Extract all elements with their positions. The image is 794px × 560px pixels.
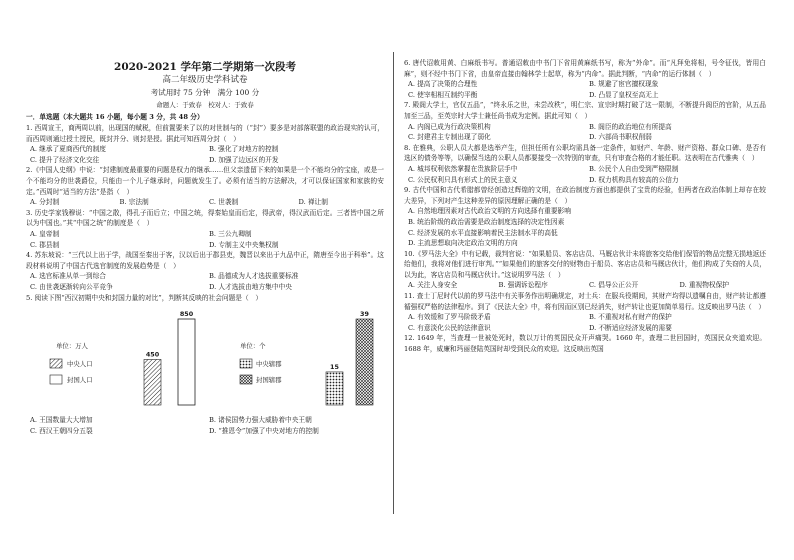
chart-left-legend-swatch-2 <box>50 375 62 384</box>
question-8-options <box>404 164 766 185</box>
option-b: B. 宗法制 <box>119 198 149 207</box>
question-5-charts <box>26 303 384 415</box>
question-4: 4. 苏东坡说：“三代以上出于学，战国至秦出于客，汉以后出于郡县吏，魏晋以来出于九品中正，隋唐至今出于科举”。这段材料说明了中国古代选官制度的发展趋势是（ ） <box>26 251 384 270</box>
question-2: 2.《中国人史纲》中说：“封建制度最重要的问题是权力的继承……但父亲遗留下来的如果是一个不能均分的宝座，或是一个不能均分的世袭爵位，只能由一个儿子继承时，问题就发生了。必须有适当的方法解决，才可以保证国家和家族的安定。”西周时“适当的方法”是指（ ） <box>26 166 384 196</box>
chart-left-legend-1: 中央人口 <box>67 360 93 369</box>
chart-right-bar-fief <box>356 319 373 405</box>
right-column <box>404 58 766 355</box>
question-7-options <box>404 122 766 143</box>
option-d: D. “推恩令”加强了中央对地方的控制 <box>209 426 319 435</box>
option-d: D. 不断适应经济发展的需要 <box>589 323 672 332</box>
chart-left-legend-2: 封国人口 <box>67 376 93 385</box>
chart-right-bar-central <box>326 372 343 405</box>
option-c: C. 郡县制 <box>30 240 60 249</box>
chart-left-data-label-2: 850 <box>179 310 194 319</box>
charts-svg <box>26 303 384 415</box>
chart-left-legend-swatch-1 <box>50 359 62 368</box>
option-b: B. 公民个人自由受到严格限制 <box>589 164 679 173</box>
question-9: 9. 古代中国和古代希腊都曾经创造过辉煌的文明，在政治制度方面也都提供了宝贵的经验，但两者在政治体制上却存在较大差异，下列对产生这种差异的原因理解正确的是（ ） <box>404 186 766 205</box>
chart-right-legend-swatch-2 <box>240 375 252 384</box>
option-a: A. 内阁已成为行政决策机构 <box>408 122 491 131</box>
option-a: A. 选官标准从单一到综合 <box>30 272 106 281</box>
option-a: A. 城邦权利依然掌握在贵族阶层手中 <box>408 164 518 173</box>
option-a: A. 关注人身安全 <box>408 281 458 290</box>
question-10-options <box>404 280 766 291</box>
question-2-options <box>26 197 384 208</box>
question-1: 1. 西周宣王，商两周以前，出现国的赋税，但前置要来了以的对世制与的（“封”）要多是对部落联盟的政治现实的认可，而西周则通过授土授民，既封并分、则封是授。据此可知西周分封（ ） <box>26 124 384 143</box>
option-a: A. 皇帝制 <box>30 229 60 238</box>
chart-right-legend-swatch-1 <box>240 359 252 368</box>
option-c: C. 由世袭逐渐转向公平竞争 <box>30 282 113 291</box>
question-3-options <box>26 229 384 250</box>
option-b: B. 不重视对私有财产的保护 <box>589 313 672 322</box>
option-b: B. 三公九卿制 <box>209 229 252 238</box>
option-c: C. 世袭制 <box>209 198 239 207</box>
chart-left-data-label-1: 450 <box>145 350 160 359</box>
option-c: C. 提升了经济文化交往 <box>30 155 100 164</box>
option-b: B. 诸侯国势力强大威胁着中央王朝 <box>209 416 312 425</box>
exam-subtitle: 高二年级历史学科试卷 <box>162 75 248 85</box>
chart-left-bar-fief <box>178 319 195 405</box>
chart-right-unit: 单位：个 <box>240 342 266 351</box>
option-c: C. 经济发展的水平直接影响着民主法制水平的高低 <box>408 228 558 237</box>
question-7: 7. 殿阁大学士，官仅五品”，“终永乐之世，未尝改秩”，明仁宗、宣宗时期打破了这一限制，不断提升阁臣的官阶，从五品加至三品，至英宗时大学士兼任尚书成为定例。据此可知（ ） <box>404 101 766 120</box>
option-c: C. 有意淡化公民的法律意识 <box>408 323 491 332</box>
option-d: D. 凸显了皇权至高无上 <box>589 90 659 99</box>
exam-authors: 命题人：于致春 校对人：于致春 <box>156 101 254 109</box>
question-11: 11. 查士丁尼时代以前的罗马法中有关事务作出明确规定，对士兵：在服兵役期间，其财产均得以遗嘱自由，财产转让都遵循强权严格的法律程序。到了《民法大全》中，将有因而区别已经消失，财产转让也更加简单易行。这反映出罗马法（ ） <box>404 292 766 311</box>
question-3: 3. 历史学家钱穆说：“中国之散，得孔子而后立；中国之统，得秦始皇而后定，得武帝，得汉武而后定。三者皆中国之所以为中国也。”其“中国之统”的制度是（ ） <box>26 208 384 228</box>
option-b: B. 阁臣的政治地位有所提高 <box>589 122 672 131</box>
option-b: B. 强化了对地方的控制 <box>209 145 279 154</box>
option-a: A. 提高了决策的合理性 <box>408 80 478 89</box>
option-a: A. 有效缓和了罗马阶级矛盾 <box>408 313 491 322</box>
chart-right-data-label-2: 39 <box>360 310 369 319</box>
option-d: D. 禅让制 <box>298 198 328 207</box>
option-b: B. 品德成为人才选拔重要标准 <box>209 272 299 281</box>
option-d: D. 人才选拔由地方集中中央 <box>209 282 292 291</box>
chart-right-legend-2: 封国辖郡 <box>256 376 282 385</box>
question-12: 12. 1649 年，当查理一世被处死时，数以万计的英国民众开声痛哭。1660 年，查理二世回国时，英国民众夹道欢迎。1688 年，威廉和玛丽登陆英国时却受到民众的欢迎。这反映出英国 <box>404 334 766 354</box>
option-a: A. 继承了夏商西代的制度 <box>30 145 106 154</box>
option-b: B. 规避了宦官擅权现象 <box>589 80 659 89</box>
exam-title: 2020-2021 学年第二学期第一次段考 <box>114 61 296 73</box>
option-c: C. 使宰相相互制约平衡 <box>408 90 478 99</box>
exam-page <box>0 22 794 542</box>
question-5: 5. 阅读下图“西汉初期中央和封国力量的对比”，判断其反映的社会问题是（ ） <box>26 293 263 302</box>
option-a: A. 自然地理因素对古代政治文明的方向选择有重要影响 <box>408 207 571 216</box>
question-6: 6. 唐代诏敕用黄、白麻纸书写。普通诏敕由中书门下省用黄麻纸书写，称为“外命”。而“凡拜免将相，号令征伐，皆用白麻”，则不经中书门下省，由皇帝直接由翰林学士起草，称为“内命”。据此判断，“内命”的运行体制（ ） <box>404 59 766 78</box>
option-c: C. 公民权利只具有形式上的民主意义 <box>408 175 518 184</box>
option-a: A. 分封制 <box>30 198 60 207</box>
option-a: A. 王国数量大大增加 <box>30 416 93 425</box>
option-c: C. 西汉王朝四分五裂 <box>30 426 93 435</box>
question-10: 10.《罗马法大全》中有记载，裁判官说：“如果船员、客店店员、马厩店伙计未将旅客交给他们保管的物品完整无损地返还给他们，我将对他们进行审判。”“如果他们的旅客交付的财物由于船员、客店店员和马厩店伙计，他们构成了失窃的人员，以为此，客店店员和马厩店伙计。”这说明罗马法（ ） <box>404 249 766 279</box>
chart-left-bar-central <box>144 360 161 406</box>
option-d: D. 权力机构具有较高的公信力 <box>589 175 679 184</box>
left-column <box>26 22 384 436</box>
option-c: C. 封建君主专制出现了弱化 <box>408 133 491 142</box>
question-11-options <box>404 312 766 333</box>
option-d: D. 加强了边远区的开发 <box>209 155 279 164</box>
question-8: 8. 在雅典，公职人员大都是选举产生，但担任所有公职均需具备一定条件，如财产、年龄、财产资格、群众口碑、是否有选区的债务等等，以确保当选的公职人员都要接受一次特别的审查，只有审查合格的才能任职。这表明在古代雅典（ ） <box>404 143 766 163</box>
exam-meta: 考试用时 75 分钟 满分 100 分 <box>150 88 260 97</box>
section-heading: 一．单选题（本大题共 16 小题，每小题 3 分，共 48 分） <box>26 113 204 121</box>
column-divider <box>393 52 394 514</box>
question-4-options <box>26 271 384 292</box>
chart-right-data-label-1: 15 <box>330 363 339 372</box>
chart-left-unit: 单位：万人 <box>56 342 88 351</box>
option-c: C. 倡导公正公开 <box>589 281 639 290</box>
option-d: D. 专制主义中央集权制 <box>209 240 279 249</box>
option-d: D. 重视物权保护 <box>679 281 729 290</box>
option-b: B. 强调诉讼程序 <box>498 281 548 290</box>
question-6-options <box>404 79 766 100</box>
question-5-options <box>26 415 384 436</box>
option-d: D. 六部尚书职权削弱 <box>589 133 652 142</box>
question-9-options <box>404 206 766 248</box>
option-d: D. 主流思想取向决定政治文明的方向 <box>408 239 518 248</box>
option-b: B. 统治阶级的政治需要是政治制度选择的决定性因素 <box>408 217 565 226</box>
chart-right-legend-1: 中央辖郡 <box>256 360 282 369</box>
question-1-options <box>26 144 384 165</box>
